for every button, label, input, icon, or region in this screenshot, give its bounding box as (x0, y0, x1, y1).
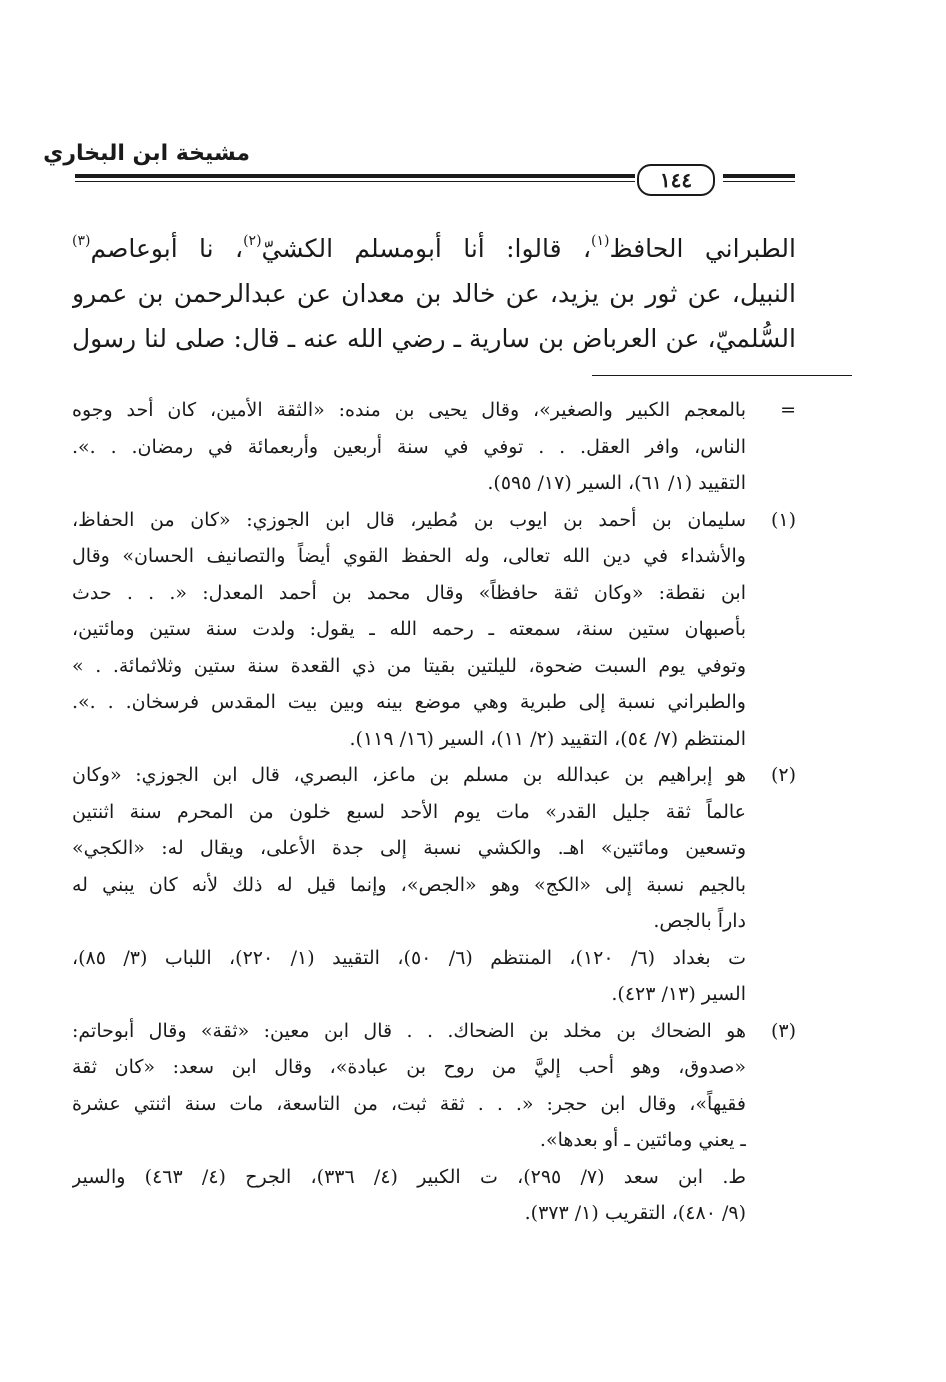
footnote-line: الناس، وافر العقل. . . توفي في سنة أربعين وأربعمائة في رمضان. . .». (72, 435, 746, 458)
main-text-line-1 (72, 226, 796, 271)
footnote-line: والطبراني نسبة إلى طبرية وهي موضع بينه وبين بيت المقدس فرسخان. . .». (72, 691, 746, 713)
footnote-2 (72, 757, 796, 1013)
footnote-marker: = (780, 399, 796, 421)
footnote-line: بالجيم نسبة إلى «الكج» وهو «الجص»، وإنما قيل له ذلك لأنه كان يبني له (72, 873, 746, 896)
footnote-line: ـ يعني ومائتين ـ أو بعدها». (539, 1129, 746, 1151)
main-text-segment: الطبراني الحافظ (609, 234, 796, 263)
header-rule-right-thin (723, 181, 795, 182)
footnote-line: فقيهاً»، وقال ابن حجر: «. . . ثقة ثبت، من التاسعة، مات سنة اثنتي عشرة (72, 1092, 746, 1115)
running-title: مشيخة ابن البخاري (43, 141, 250, 166)
main-text-segment: ، قالوا: أنا أبومسلم الكشيّ (261, 234, 592, 263)
footnote-line: التقييد (١/ ٦١)، السير (١٧/ ٥٩٥). (487, 472, 746, 494)
header-rule-thick (75, 174, 635, 178)
main-text-segment: ، نا أبوعاصم (90, 234, 244, 263)
footnote-line: بالمعجم الكبير والصغير»، وقال يحيى بن منده: «الثقة الأمين، كان أحد وجوه (72, 399, 746, 421)
footnote-line: «صدوق، وهو أحب إليَّ من روح بن عبادة»، وقال ابن سعد: «كان ثقة (72, 1056, 746, 1078)
page-number: ١٤٤ (637, 164, 715, 196)
footnote-separator (592, 375, 852, 376)
main-text-line-3: السُّلميّ، عن العرباض بن سارية ـ رضي الله عنه ـ قال: صلى لنا رسول (72, 324, 796, 353)
footnote-1 (72, 502, 796, 758)
footnote-line: هو الضحاك بن مخلد بن الضحاك. . . قال ابن معين: «ثقة» وقال أبوحاتم: (72, 1019, 746, 1042)
footnote-line: المنتظم (٧/ ٥٤)، التقييد (٢/ ١١)، السير (١٦/ ١١٩). (349, 727, 746, 750)
footnote-line: هو إبراهيم بن عبدالله بن مسلم بن ماعز، البصري، قال ابن الجوزي: «وكان (72, 764, 746, 786)
footnote-line: داراً بالجص. (653, 910, 746, 932)
footnote-continued (72, 392, 796, 502)
footnote-line: (٩/ ٤٨٠)، التقريب (١/ ٣٧٣). (524, 1202, 746, 1224)
header-rule-thin (75, 181, 635, 182)
main-text (72, 226, 796, 361)
footnote-ref-3[interactable]: (٣) (72, 233, 91, 249)
footnote-line: ابن نقطة: «وكان ثقة حافظاً» وقال محمد بن أحمد المعدل: «. . . حدث (72, 581, 746, 604)
main-text-line-2: النبيل، عن ثور بن يزيد، عن خالد بن معدان عن عبدالرحمن بن عمرو (72, 279, 796, 308)
footnote-line: وتوفي يوم السبت ضحوة، لليلتين بقيتا من ذي القعدة سنة ستين وثلاثمائة. . » (72, 654, 746, 677)
footnote-line: ت بغداد (٦/ ١٢٠)، المنتظم (٦/ ٥٠)، التقييد (١/ ٢٢٠)، اللباب (٣/ ٨٥)، (72, 946, 746, 969)
footnote-line: بأصبهان ستين سنة، سمعته ـ رحمه الله ـ يقول: ولدت سنة ستين ومائتين، (72, 618, 746, 640)
footnote-line: سليمان بن أحمد بن ايوب بن مُطير، قال ابن الجوزي: «كان من الحفاظ، (72, 508, 746, 531)
header-rule (75, 168, 795, 190)
footnote-line: عالماً ثقة جليل القدر» مات يوم الأحد لسبع خلون من المحرم سنة اثنتين (72, 800, 746, 823)
footnote-line: السير (١٣/ ٤٢٣). (611, 983, 746, 1005)
footnote-line: ط. ابن سعد (٧/ ٢٩٥)، ت الكبير (٤/ ٣٣٦)، الجرح (٤/ ٤٦٣) والسير (72, 1165, 746, 1188)
header-rule-right-thick (723, 174, 795, 178)
footnotes (72, 392, 796, 1232)
footnote-ref-1[interactable]: (١) (591, 233, 610, 249)
footnote-marker: (٣) (770, 1019, 796, 1042)
footnote-marker: (٢) (770, 764, 796, 786)
footnote-marker: (١) (770, 508, 796, 531)
footnote-ref-2[interactable]: (٢) (243, 233, 262, 249)
footnote-3 (72, 1013, 796, 1232)
footnote-line: وتسعين ومائتين» اهـ. والكشي نسبة إلى جدة الأعلى، ويقال له: «الكجي» (72, 837, 746, 859)
footnote-line: والأشداء في دين الله تعالى، وله الحفظ القوي أيضاً والتصانيف الحسان» وقال (72, 545, 746, 567)
